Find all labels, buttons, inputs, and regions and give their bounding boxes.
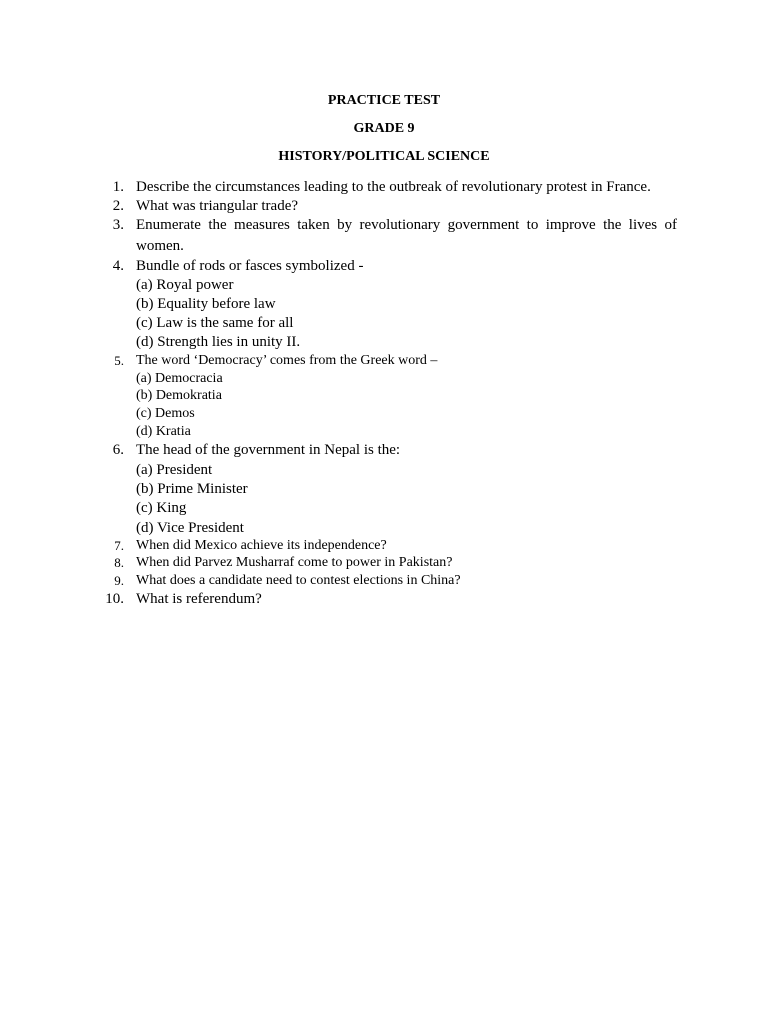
question-text: The head of the government in Nepal is the: [136,442,401,458]
page-title: PRACTICE TEST [327,93,441,108]
question-text: What was triangular trade? [136,198,299,214]
question-text: The word ‘Democracy’ comes from the Greek word – [136,353,438,368]
question-text-continued: women. [136,238,184,254]
question-number: 10. [105,591,124,607]
question-number: 6. [112,442,124,458]
question-text: Describe the circumstances leading to the outbreak of revolutionary protest in France. [136,179,651,195]
document-page: PRACTICE TEST GRADE 9 HISTORY/POLITICAL SCIENCE 1. Describe the circumstances leading to the outbreak of revolutionary protest in France. 2. What was triangular trade? 3. Enumerate the measures taken by revolutionary government to improve the lives of women. 4. Bundle of rods or fasces symbolized - (a) Royal power (b) Equality before law (c) Law is the same for all (d) Strength lies in unity II. 5. The word ‘Democracy’ comes from the Greek word – (a) Democracia (b) Demokratia (c) Demos (d) Kratia 6. The head of the government in Nepal is the: (a) President (b) Prime Minister (c) King (d) Vice President 7. When did Mexico achieve its independence? 8. When did Parvez Musharraf come to power in Pakistan? 9. What does a candidate need to contest elections in China? 10. What is referendum? [0,0,768,1024]
question-number: 3. [112,217,124,233]
question-text: When did Parvez Musharraf come to power in Pakistan? [136,555,453,570]
question-number: 5. [114,353,124,368]
question-text: What does a candidate need to contest elections in China? [136,573,461,588]
question-text: Bundle of rods or fasces symbolized - [136,258,364,274]
subject-heading: HISTORY/POLITICAL SCIENCE [278,149,490,164]
question-text: What is referendum? [136,591,262,607]
question-number: 8. [114,555,124,570]
question-number: 9. [114,573,124,588]
question-text: When did Mexico achieve its independence? [136,538,387,553]
question-text: Enumerate the measures taken by revolutionary government to improve the lives of [136,217,677,233]
question-number: 2. [112,198,124,214]
question-number: 7. [114,538,124,553]
grade-heading: GRADE 9 [353,121,415,136]
question-number: 1. [112,179,124,195]
question-number: 4. [112,258,124,274]
